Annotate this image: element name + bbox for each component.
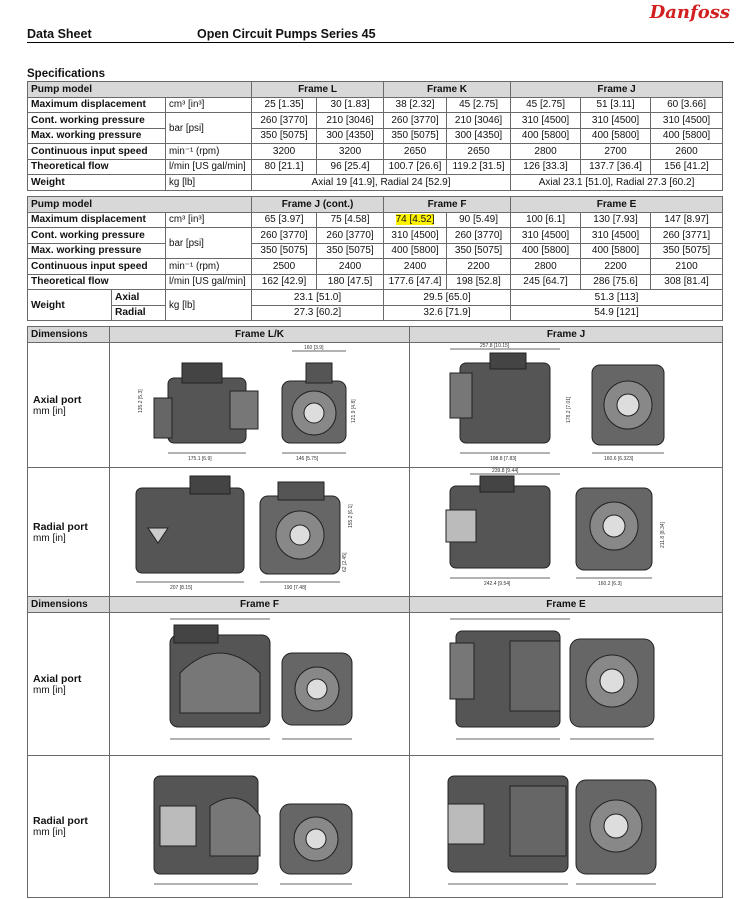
dims-label: Dimensions [28,327,110,343]
table-row [28,128,723,144]
drawing-cell [410,613,723,756]
row-unit: bar [psi] [166,228,252,259]
cell: 96 [25.4] [317,159,384,175]
drawing-cell [110,756,410,898]
cell: 126 [33.3] [511,159,581,175]
row-unit: l/min [US gal/min] [166,274,252,290]
doc-type: Data Sheet [27,27,92,41]
table-row [28,97,723,113]
drawing-cell [110,468,410,597]
table-row [28,259,723,275]
pump-drawing-e-axial [410,613,723,752]
table-row [28,144,723,160]
cell: 51 [3.11] [581,97,651,113]
cell: 400 [5800] [384,243,447,259]
table-row [28,305,723,321]
cell: 350 [5075] [252,128,317,144]
dim-label: 257.8 [10.15] [480,343,510,349]
table-row [28,212,723,228]
dim-label: 239.8 [9.44] [492,468,519,474]
dim-label: 198.8 [7.83] [490,456,517,462]
dims-row-radial [28,756,723,898]
cell: 310 [4500] [511,113,581,129]
cell: 2700 [581,144,651,160]
cell: 350 [5075] [651,243,723,259]
cell: 2600 [651,144,723,160]
cell: 65 [3.97] [252,212,317,228]
row-unit: min⁻¹ (rpm) [166,144,252,160]
cell: 162 [42.9] [252,274,317,290]
cell: 245 [64.7] [511,274,581,290]
row-label: Theoretical flow [28,159,166,175]
cell: 210 [3046] [317,113,384,129]
cell: 180 [47.5] [317,274,384,290]
cell: 80 [21.1] [252,159,317,175]
dim-label: 211.8 [8.34] [660,521,666,548]
cell: 32.6 [71.9] [384,305,511,321]
cell: 2200 [581,259,651,275]
table-row [28,243,723,259]
dim-label: 135.2 [5.3] [138,389,144,413]
cell: 2400 [317,259,384,275]
cell: 308 [81.4] [651,274,723,290]
cell: Axial 19 [41.9], Radial 24 [52.9] [252,175,511,191]
row-label: Continuous input speed [28,144,166,160]
row-name: Radial port [33,520,88,533]
table2-header-row [28,197,723,213]
table1-header-row [28,82,723,98]
spec-table-2 [27,196,723,321]
cell: 400 [5800] [511,128,581,144]
row-label [28,613,110,756]
cell: 75 [4.58] [317,212,384,228]
cell: 400 [5800] [651,128,723,144]
cell: 310 [4500] [651,113,723,129]
cell: 300 [4350] [317,128,384,144]
dims1-header-row [28,327,723,343]
row-name: Axial port [33,393,82,406]
row-unit: cm³ [in³] [166,97,252,113]
row-unit: kg [lb] [166,290,252,321]
row-label [28,468,110,597]
cell: 2200 [447,259,511,275]
row-unit: l/min [US gal/min] [166,159,252,175]
drawing-cell [110,613,410,756]
cell: 100.7 [26.6] [384,159,447,175]
header-frame-j: Frame J [410,327,723,343]
cell: 2500 [252,259,317,275]
table-row [28,290,723,306]
page-header [27,2,734,44]
cell: 177.6 [47.4] [384,274,447,290]
cell: 286 [75.6] [581,274,651,290]
cell: 29.5 [65.0] [384,290,511,306]
row-sublabel-axial: Axial [112,290,166,306]
row-label: Maximum displacement [28,97,166,113]
cell: 400 [5800] [581,128,651,144]
cell: 156 [41.2] [651,159,723,175]
table-row [28,274,723,290]
row-label: Continuous input speed [28,259,166,275]
row-name: Radial port [33,815,88,827]
header-pump-model: Pump model [28,82,252,98]
row-unit: mm [in] [33,405,66,417]
highlighted-value: 74 [4.52] [395,214,435,226]
row-unit: bar [psi] [166,113,252,144]
dim-label: 121.9 [4.8] [351,399,357,423]
header-frame-e: Frame E [511,197,723,213]
dim-label: 146 [5.75] [296,456,319,462]
cell: 45 [2.75] [447,97,511,113]
cell: 100 [6.1] [511,212,581,228]
row-label: Cont. working pressure [28,228,166,244]
dim-label: 178.2 [7.01] [566,396,572,423]
cell: 25 [1.35] [252,97,317,113]
dimensions-table [27,326,723,898]
table-row [28,113,723,129]
row-name: Axial port [33,672,82,685]
row-label [28,756,110,898]
cell: 350 [5075] [317,243,384,259]
cell: 260 [3771] [651,228,723,244]
row-unit: mm [in] [33,827,66,838]
cell: 400 [5800] [581,243,651,259]
table-row [28,175,723,191]
row-label: Max. working pressure [28,128,166,144]
cell: 2800 [511,144,581,160]
cell: 400 [5800] [511,243,581,259]
header-frame-j-cont: Frame J (cont.) [252,197,384,213]
cell: 38 [2.32] [384,97,447,113]
cell: 210 [3046] [447,113,511,129]
row-sublabel-radial: Radial [112,305,166,321]
row-unit: kg [lb] [166,175,252,191]
row-unit: cm³ [in³] [166,212,252,228]
row-label: Maximum displacement [28,212,166,228]
cell: 300 [4350] [447,128,511,144]
cell: 130 [7.93] [581,212,651,228]
table-row [28,228,723,244]
dim-label: 207 [8.15] [170,585,193,591]
header-frame-f: Frame F [110,597,410,613]
row-unit: min⁻¹ (rpm) [166,259,252,275]
drawing-cell [110,343,410,468]
cell: 260 [3770] [384,113,447,129]
pump-drawing-j-axial [410,343,723,464]
cell: 310 [4500] [581,113,651,129]
dim-label: 160.6 [6.323] [604,456,634,462]
cell: 350 [5075] [447,243,511,259]
dims-row-axial [28,343,723,468]
dim-label: 175.1 [6.9] [188,456,212,462]
pump-drawing-lk-axial [110,343,410,464]
header-frame-e: Frame E [410,597,723,613]
dims2-header-row [28,597,723,613]
dim-label: 190 [7.48] [284,585,307,591]
drawing-cell [410,468,723,597]
cell: 260 [3770] [252,113,317,129]
doc-title: Open Circuit Pumps Series 45 [197,27,376,41]
cell: 260 [3770] [317,228,384,244]
row-label: Weight [28,290,112,321]
cell: Axial 23.1 [51.0], Radial 27.3 [60.2] [511,175,723,191]
cell: 2400 [384,259,447,275]
cell: 27.3 [60.2] [252,305,384,321]
dim-label: 160 [3.9] [304,345,324,351]
cell: 198 [52.8] [447,274,511,290]
header-frame-f: Frame F [384,197,511,213]
cell: 23.1 [51.0] [252,290,384,306]
cell: 60 [3.66] [651,97,723,113]
cell: 3200 [252,144,317,160]
header-frame-l: Frame L [252,82,384,98]
spec-table-1 [27,81,723,191]
row-unit: mm [in] [33,532,66,544]
row-label: Theoretical flow [28,274,166,290]
dims-row-radial [28,468,723,597]
pump-drawing-f-radial [110,756,410,894]
cell: 51.3 [113] [511,290,723,306]
specs-title: Specifications [27,68,105,80]
cell: 147 [8.97] [651,212,723,228]
row-unit: mm [in] [33,684,66,696]
cell: 350 [5075] [384,128,447,144]
cell: 3200 [317,144,384,160]
cell: 260 [3770] [252,228,317,244]
cell: 350 [5075] [252,243,317,259]
drawing-cell [410,343,723,468]
pump-drawing-f-axial [110,613,410,752]
cell: 90 [5.49] [447,212,511,228]
cell: 119.2 [31.5] [447,159,511,175]
row-label: Cont. working pressure [28,113,166,129]
header-frame-lk: Frame L/K [110,327,410,343]
dim-label: 155.2 [6.1] [348,504,354,528]
cell: 310 [4500] [384,228,447,244]
header-rule [27,42,734,43]
table-row [28,159,723,175]
cell: 310 [4500] [581,228,651,244]
row-label: Max. working pressure [28,243,166,259]
dims-label: Dimensions [28,597,110,613]
row-label [28,343,110,468]
row-label: Weight [28,175,166,191]
cell: 2650 [447,144,511,160]
brand-logo: Danfoss [649,2,730,23]
pump-drawing-lk-radial [110,468,410,593]
cell: 54.9 [121] [511,305,723,321]
pump-drawing-e-radial [410,756,723,894]
header-frame-j: Frame J [511,82,723,98]
cell: 137.7 [36.4] [581,159,651,175]
cell: 260 [3770] [447,228,511,244]
cell: 2800 [511,259,581,275]
cell-highlighted [384,212,447,228]
header-pump-model: Pump model [28,197,252,213]
cell: 310 [4500] [511,228,581,244]
header-frame-k: Frame K [384,82,511,98]
cell: 2650 [384,144,447,160]
cell: 45 [2.75] [511,97,581,113]
dim-label: 160.2 [6.3] [598,581,622,587]
dim-label: 242.4 [9.54] [484,581,511,587]
cell: 2100 [651,259,723,275]
dim-label: 62 [2.45] [342,552,348,572]
dims-row-axial [28,613,723,756]
drawing-cell [410,756,723,898]
pump-drawing-j-radial [410,468,723,593]
cell: 30 [1.83] [317,97,384,113]
